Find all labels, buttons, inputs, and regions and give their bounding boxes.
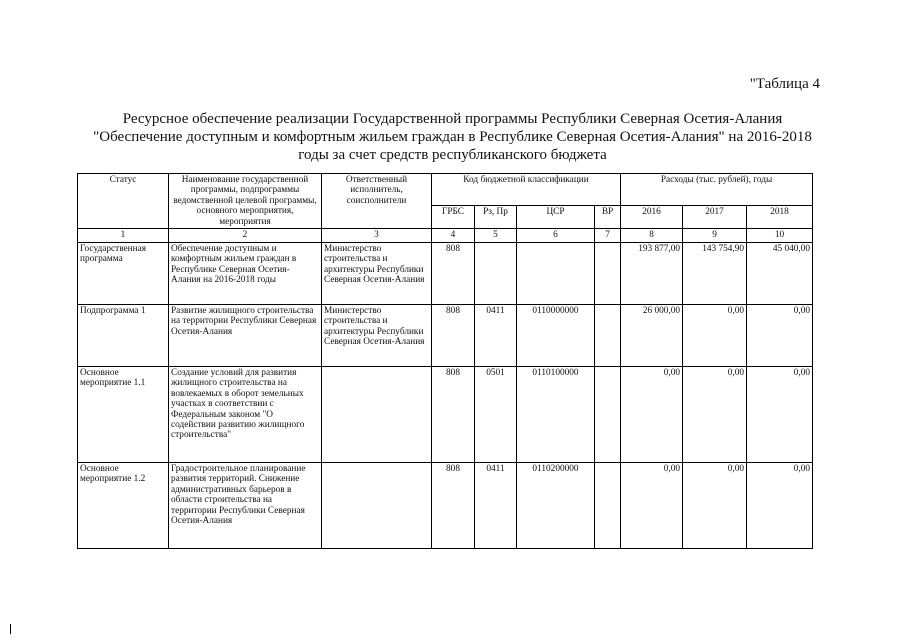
header-rzpr: Рз, Пр [475, 205, 517, 228]
col-number: 8 [621, 229, 683, 243]
header-csr: ЦСР [517, 205, 595, 228]
header-row-1 [78, 174, 813, 206]
title-line-1: Ресурсное обеспечение реализации Государственной программы Республики Северная Осетия-Алания [122, 111, 783, 127]
header-expenses: Расходы (тыс. рублей), годы [621, 174, 813, 206]
row-2017: 0,00 [683, 305, 747, 367]
row-2018: 0,00 [747, 463, 813, 549]
row-name: Развитие жилищного строительства на территории Республики Северная Осетия-Алания [169, 305, 322, 367]
row-csr: 0110000000 [517, 305, 595, 367]
row-rzpr: 0411 [475, 463, 517, 549]
row-2018: 0,00 [747, 367, 813, 463]
row-rzpr [475, 243, 517, 305]
col-number: 4 [432, 229, 475, 243]
header-2018: 2018 [747, 205, 813, 228]
row-rzpr: 0411 [475, 305, 517, 367]
row-status: Подпрограмма 1 [78, 305, 169, 367]
col-number: 7 [595, 229, 621, 243]
row-csr: 0110200000 [517, 463, 595, 549]
row-2018: 0,00 [747, 305, 813, 367]
row-csr: 0110100000 [517, 367, 595, 463]
row-vr [595, 463, 621, 549]
row-2017: 0,00 [683, 463, 747, 549]
header-grbs: ГРБС [432, 205, 475, 228]
row-name: Создание условий для развития жилищного строительства на вовлекаемых в оборот земельных участках в соответствии с Федеральным законом "О содействии развитию жилищного строительства" [169, 367, 322, 463]
row-csr [517, 243, 595, 305]
column-number-row [78, 229, 813, 243]
resource-table [77, 173, 813, 549]
row-name: Обеспечение доступным и комфортным жильем граждан в Республике Северная Осетия-Алания на 2016-2018 годы [169, 243, 322, 305]
row-vr [595, 367, 621, 463]
title-line-2: "Обеспечение доступным и комфортным жильем граждан в Республике Северная Осетия-Алания" на 2016-2018 [93, 129, 812, 145]
row-rzpr: 0501 [475, 367, 517, 463]
row-executor: Министерство строительства и архитектуры Республики Северная Осетия-Алания [322, 243, 432, 305]
row-grbs: 808 [432, 367, 475, 463]
header-vr: ВР [595, 205, 621, 228]
row-executor: Министерство строительства и архитектуры Республики Северная Осетия-Алания [322, 305, 432, 367]
col-number: 6 [517, 229, 595, 243]
header-2017: 2017 [683, 205, 747, 228]
col-number: 5 [475, 229, 517, 243]
row-vr [595, 243, 621, 305]
row-vr [595, 305, 621, 367]
row-2017: 143 754,90 [683, 243, 747, 305]
row-grbs: 808 [432, 463, 475, 549]
row-executor [322, 463, 432, 549]
header-2016: 2016 [621, 205, 683, 228]
header-name: Наименование государственной программы, подпрограммы ведомственной целевой программы, основного мероприятия, мероприятия [169, 174, 322, 229]
row-2016: 0,00 [621, 367, 683, 463]
col-number: 2 [169, 229, 322, 243]
header-budget-code: Код бюджетной классификации [432, 174, 621, 206]
table-row [78, 367, 813, 463]
row-status: Государственная программа [78, 243, 169, 305]
row-executor [322, 367, 432, 463]
document-title [90, 110, 815, 164]
row-grbs: 808 [432, 243, 475, 305]
col-number: 9 [683, 229, 747, 243]
header-executor: Ответственный исполнитель, соисполнители [322, 174, 432, 229]
row-2018: 45 040,00 [747, 243, 813, 305]
table-row [78, 243, 813, 305]
title-line-3: годы за счет средств республиканского бюджета [298, 147, 607, 163]
header-status: Статус [78, 174, 169, 229]
col-number: 10 [747, 229, 813, 243]
row-status: Основное мероприятие 1.2 [78, 463, 169, 549]
scan-margin-mark [10, 624, 11, 634]
col-number: 1 [78, 229, 169, 243]
table-row [78, 305, 813, 367]
row-2017: 0,00 [683, 367, 747, 463]
row-status: Основное мероприятие 1.1 [78, 367, 169, 463]
row-grbs: 808 [432, 305, 475, 367]
row-2016: 193 877,00 [621, 243, 683, 305]
table-row [78, 463, 813, 549]
col-number: 3 [322, 229, 432, 243]
row-2016: 26 000,00 [621, 305, 683, 367]
table-number-label: "Таблица 4 [749, 76, 820, 92]
row-name: Градостроительное планирование развития территорий. Снижение административных барьеров в области строительства на территории Республики Северная Осетия-Алания [169, 463, 322, 549]
row-2016: 0,00 [621, 463, 683, 549]
